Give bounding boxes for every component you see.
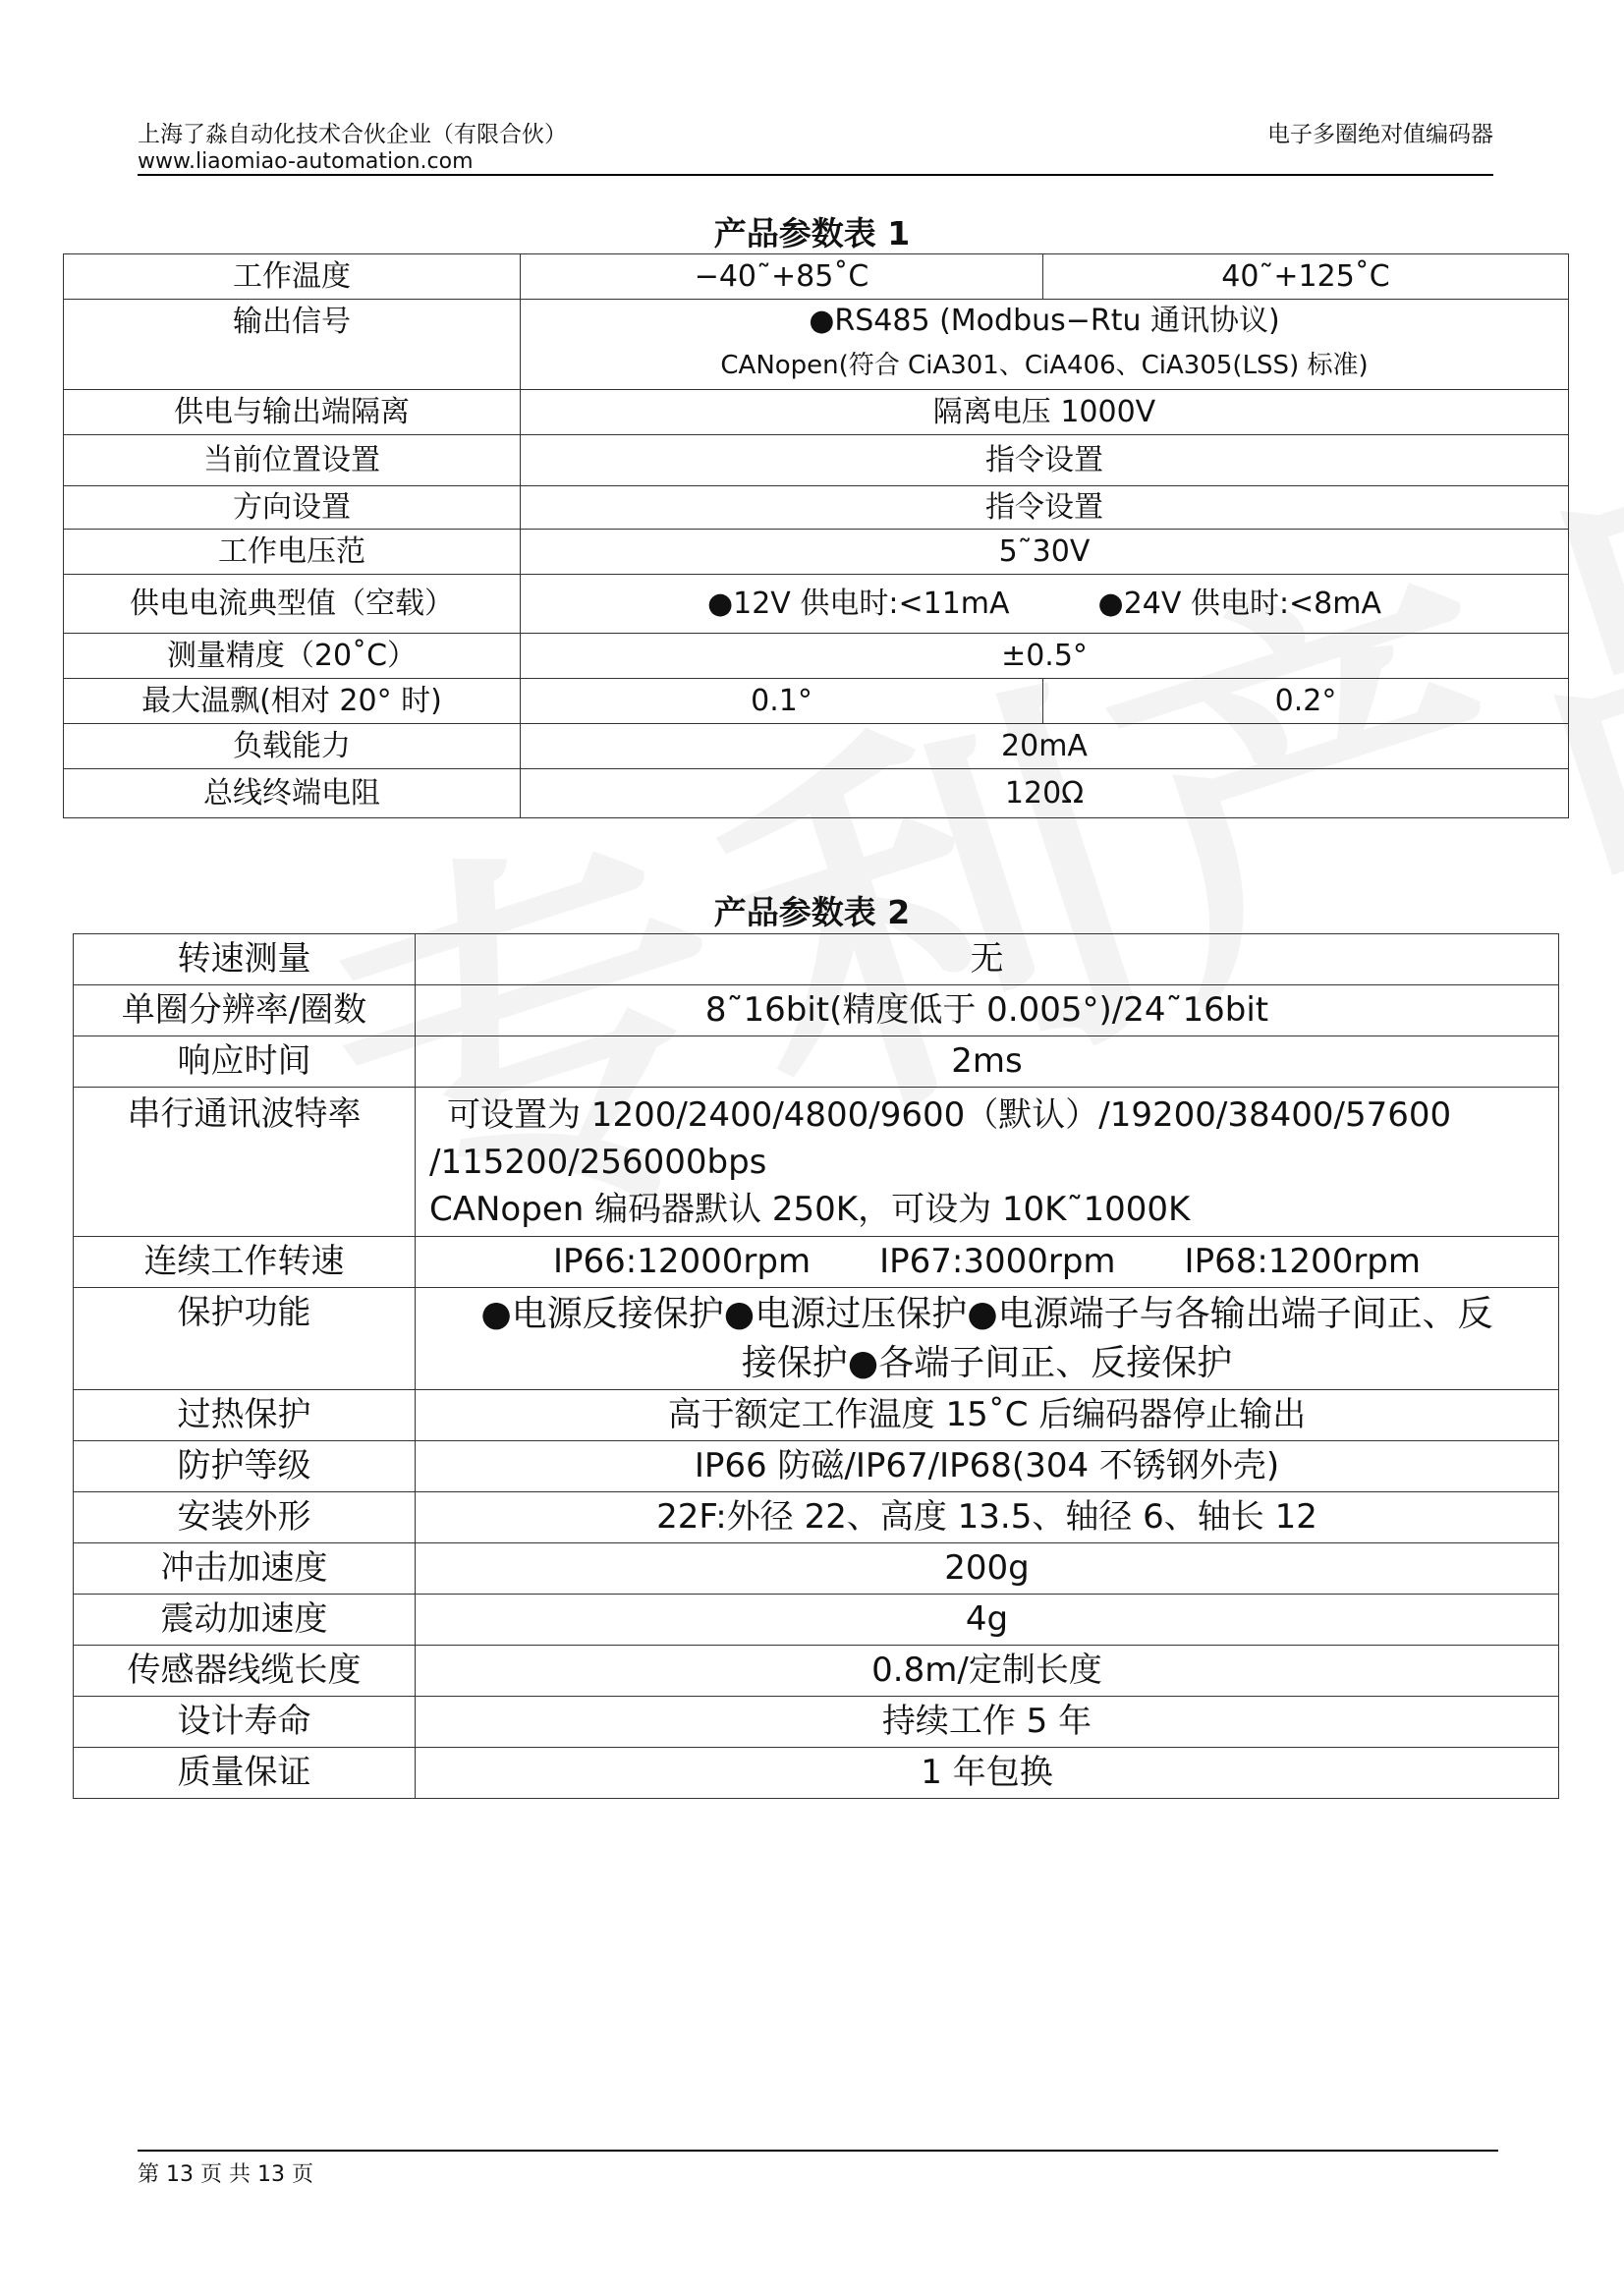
row-label: 单圈分辨率/圈数	[74, 985, 416, 1036]
table-row	[64, 254, 1569, 300]
ip66-speed: IP66:12000rpm	[552, 1242, 812, 1282]
table-row	[64, 769, 1569, 818]
row-label: 总线终端电阻	[64, 769, 521, 818]
row-label: 工作电压范	[64, 530, 521, 575]
row-label: 传感器线缆长度	[74, 1646, 416, 1697]
cell-value	[521, 300, 1569, 390]
cell-value: 40˜+125˚C	[1043, 254, 1569, 300]
table-row	[64, 679, 1569, 724]
ip68-speed: IP68:1200rpm	[1184, 1242, 1422, 1282]
row-label: 工作温度	[64, 254, 521, 300]
table-row	[64, 634, 1569, 679]
cell-value	[416, 1288, 1559, 1390]
row-label: 供电电流典型值（空载）	[64, 575, 521, 634]
output-line-2: CANopen(符合 CiA301、CiA406、CiA305(LSS) 标准)	[720, 350, 1369, 380]
header-divider	[138, 174, 1493, 176]
table-row	[74, 1595, 1559, 1646]
cell-value: 2ms	[416, 1036, 1559, 1088]
row-label: 转速测量	[74, 934, 416, 985]
table-row	[74, 985, 1559, 1036]
cell-value: IP66 防磁/IP67/IP68(304 不锈钢外壳)	[416, 1441, 1559, 1492]
page-number: 第 13 页 共 13 页	[138, 2162, 313, 2187]
table-row	[74, 1646, 1559, 1697]
current-24v: ●24V 供电时:<8mA	[1097, 586, 1382, 621]
cell-value	[416, 1237, 1559, 1288]
row-label: 保护功能	[74, 1288, 416, 1390]
document-title: 电子多圈绝对值编码器	[1267, 122, 1493, 147]
company-name: 上海了淼自动化技术合伙企业（有限合伙）	[138, 122, 567, 147]
cell-value: 8˜16bit(精度低于 0.005°)/24˜16bit	[416, 985, 1559, 1036]
page-header	[138, 116, 1493, 175]
cell-value: 120Ω	[521, 769, 1569, 818]
cell-value	[521, 575, 1569, 634]
table2-title: 产品参数表 2	[713, 893, 911, 931]
row-label: 测量精度（20˚C）	[64, 634, 521, 679]
table-row	[74, 1441, 1559, 1492]
row-label: 当前位置设置	[64, 435, 521, 486]
row-label: 最大温飘(相对 20° 时)	[64, 679, 521, 724]
cell-value: 4g	[416, 1595, 1559, 1646]
cell-value: −40˜+85˚C	[521, 254, 1043, 300]
cell-value: 0.2°	[1043, 679, 1569, 724]
parameter-table-2	[73, 933, 1559, 1799]
row-label: 方向设置	[64, 486, 521, 530]
output-line-1: ●RS485 (Modbus−Rtu 通讯协议)	[809, 303, 1280, 338]
table-row	[64, 724, 1569, 769]
table-row	[64, 486, 1569, 530]
table-row	[74, 1088, 1559, 1237]
cell-value: 200g	[416, 1543, 1559, 1595]
cell-value: 20mA	[521, 724, 1569, 769]
row-label: 输出信号	[64, 300, 521, 390]
row-label: 安装外形	[74, 1492, 416, 1543]
row-label: 质量保证	[74, 1748, 416, 1799]
table-row	[74, 1036, 1559, 1088]
protection-line-1: ●电源反接保护●电源过压保护●电源端子与各输出端子间正、反	[480, 1293, 1493, 1334]
table-row	[74, 1543, 1559, 1595]
cell-value: 隔离电压 1000V	[521, 390, 1569, 435]
cell-value	[416, 1088, 1559, 1237]
row-label: 防护等级	[74, 1441, 416, 1492]
current-12v: ●12V 供电时:<11mA	[706, 586, 1010, 621]
protection-line-2: 接保护●各端子间正、反接保护	[741, 1342, 1233, 1383]
cell-value: 22F:外径 22、高度 13.5、轴径 6、轴长 12	[416, 1492, 1559, 1543]
cell-value: ±0.5°	[521, 634, 1569, 679]
baud-line-3: CANopen 编码器默认 250K，可设为 10K˜1000K	[429, 1189, 1191, 1229]
table1-title: 产品参数表 1	[713, 214, 911, 252]
row-label: 响应时间	[74, 1036, 416, 1088]
cell-value: 指令设置	[521, 435, 1569, 486]
row-label: 过热保护	[74, 1390, 416, 1441]
baud-line-1: 可设置为 1200/2400/4800/9600（默认）/19200/38400/57600	[447, 1094, 1452, 1135]
table-row	[74, 1390, 1559, 1441]
table-row	[74, 1492, 1559, 1543]
cell-value: 5˜30V	[521, 530, 1569, 575]
cell-value: 指令设置	[521, 486, 1569, 530]
ip67-speed: IP67:3000rpm	[879, 1242, 1116, 1282]
baud-line-2: /115200/256000bps	[429, 1142, 767, 1182]
table-row	[64, 575, 1569, 634]
cell-value: 0.1°	[521, 679, 1043, 724]
table-row	[74, 1237, 1559, 1288]
row-label: 供电与输出端隔离	[64, 390, 521, 435]
table-row	[74, 934, 1559, 985]
row-label: 冲击加速度	[74, 1543, 416, 1595]
cell-value: 持续工作 5 年	[416, 1697, 1559, 1748]
row-label: 连续工作转速	[74, 1237, 416, 1288]
table-row	[64, 390, 1569, 435]
cell-value: 1 年包换	[416, 1748, 1559, 1799]
table-row	[74, 1697, 1559, 1748]
table-row	[64, 435, 1569, 486]
row-label: 串行通讯波特率	[74, 1088, 416, 1237]
cell-value: 0.8m/定制长度	[416, 1646, 1559, 1697]
row-label: 负载能力	[64, 724, 521, 769]
footer-divider	[138, 2150, 1498, 2152]
parameter-table-1	[63, 253, 1569, 818]
cell-value: 无	[416, 934, 1559, 985]
table-row	[64, 300, 1569, 390]
cell-value: 高于额定工作温度 15˚C 后编码器停止输出	[416, 1390, 1559, 1441]
table-row	[64, 530, 1569, 575]
row-label: 震动加速度	[74, 1595, 416, 1646]
row-label: 设计寿命	[74, 1697, 416, 1748]
website-link[interactable]: www.liaomiao-automation.com	[138, 149, 474, 174]
table-row	[74, 1748, 1559, 1799]
table-row	[74, 1288, 1559, 1390]
